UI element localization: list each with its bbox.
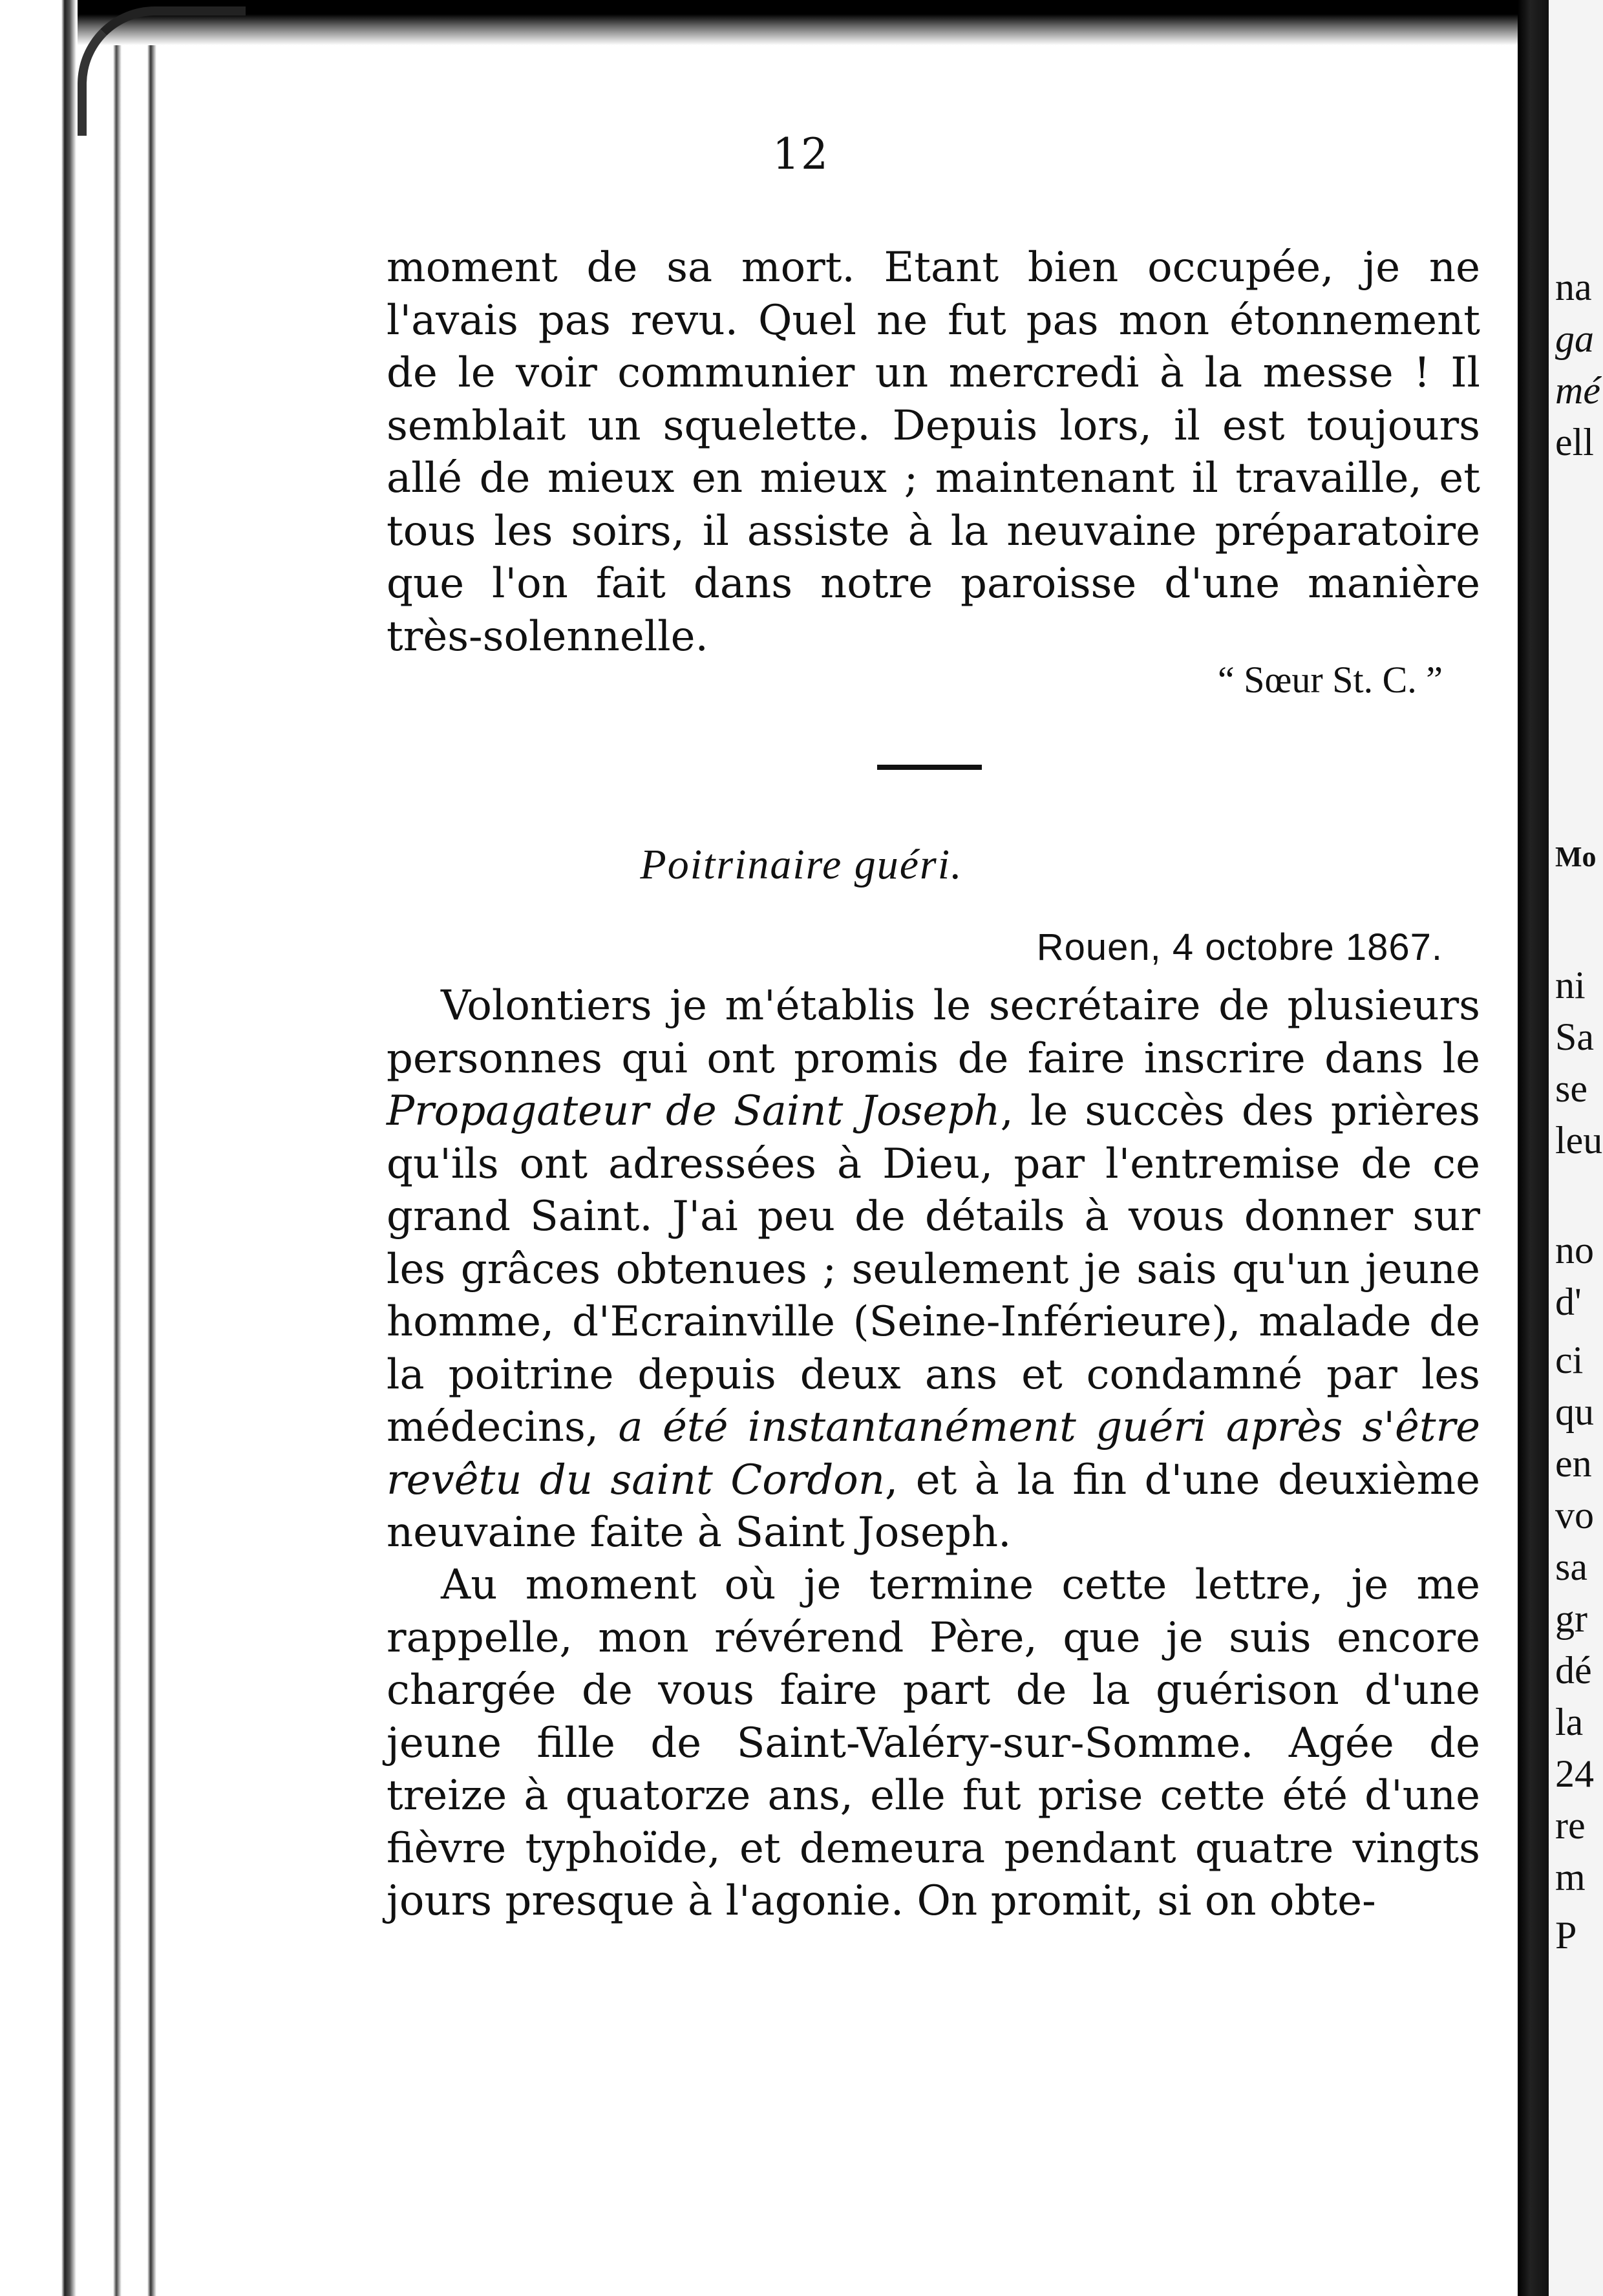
text-line: tous les soirs, il assiste à la neuvaine préparatoire: [387, 507, 1480, 555]
article-title: Poitrinaire guéri.: [640, 841, 963, 888]
scan-top-shadow: [78, 0, 1532, 45]
article-dateline: Rouen, 4 octobre 1867.: [1036, 926, 1443, 968]
emphasis-text: a été instantanément guéri après s'être revêtu du saint Cordon: [387, 1403, 1481, 1504]
text-line: allé de mieux en mieux ; maintenant il travaille, et: [387, 454, 1480, 502]
journal-title: Propagateur de Saint Joseph: [387, 1087, 1001, 1135]
text-line: de le voir communier un mercredi à la messe ! Il: [387, 349, 1480, 397]
scan-left-page-edges: [0, 0, 168, 2296]
text-line: que l'on fait dans notre paroisse d'une manière très-: [387, 560, 1480, 661]
letter-signature: “ Sœur St. C. ”: [1218, 659, 1443, 701]
facing-page-text: leu: [1555, 1119, 1603, 1162]
facing-page-text: no: [1555, 1229, 1594, 1271]
facing-page-text: qu: [1555, 1390, 1594, 1433]
facing-page-text: Mo: [1555, 841, 1597, 873]
page-number: 12: [772, 129, 829, 179]
facing-page-text: m: [1555, 1856, 1586, 1898]
scan-book-gutter: [1518, 0, 1549, 2296]
facing-page-text: mé: [1555, 369, 1600, 412]
facing-page-text: ni: [1555, 964, 1586, 1006]
facing-page-text: gr: [1555, 1597, 1587, 1640]
facing-page-text: ga: [1555, 317, 1594, 360]
facing-page-text: vo: [1555, 1494, 1594, 1536]
article-paragraph-2: [387, 1559, 1480, 1928]
facing-page-text: d': [1555, 1281, 1582, 1323]
facing-page-text: la: [1555, 1701, 1584, 1743]
text-line: solennelle.: [482, 612, 708, 661]
facing-page-text: Sa: [1555, 1015, 1594, 1058]
facing-page-text: re: [1555, 1804, 1586, 1847]
paragraph-text: Au moment où je termine cette lettre, je me rappelle, mon révérend Père, que je suis encore chargée de vous faire part de la guérison d'une jeune fille de Saint-Valéry-sur-Somme. Agée de treize à quatorze ans, elle fut prise cette été d'une fièvre typhoïde, et demeura pendant quatre vingts jours presque à l'agonie. On promit, si on obte-: [387, 1561, 1480, 1925]
facing-page-text: P: [1555, 1914, 1577, 1957]
facing-page-text: ell: [1555, 421, 1594, 463]
text-line: l'avais pas revu. Quel ne fut pas mon étonnement: [387, 296, 1480, 345]
section-divider: [877, 765, 982, 770]
facing-page-text: se: [1555, 1067, 1587, 1110]
article-paragraph-1: [387, 980, 1480, 1560]
paragraph-text: Volontiers je m'établis le secrétaire de plusieurs personnes qui ont promis de faire inscrire dans le: [387, 982, 1480, 1083]
facing-page-text: na: [1555, 266, 1592, 308]
text-line: moment de sa mort. Etant bien occupée, je ne: [387, 244, 1480, 292]
paragraph-text: , et à la fin d'une deuxième neuvaine faite à Saint Joseph.: [387, 1456, 1481, 1557]
continuation-paragraph: [387, 242, 1480, 663]
facing-page-text: ci: [1555, 1339, 1584, 1381]
facing-page-text: en: [1555, 1442, 1592, 1485]
scan-page-corner: [78, 6, 246, 136]
facing-page-text: 24: [1555, 1752, 1594, 1795]
facing-page-fragment: [1549, 0, 1603, 2296]
facing-page-text: dé: [1555, 1649, 1592, 1692]
text-line: semblait un squelette. Depuis lors, il est toujours: [387, 401, 1480, 450]
facing-page-text: sa: [1555, 1546, 1587, 1588]
paragraph-text: , le succès des prières qu'ils ont adressées à Dieu, par l'entremise de ce grand Saint. J'ai peu de détails à vous donner sur les grâces obtenues ; seulement je sais qu'un jeune homme, d'Ecrainville (Seine-Inférieure), malade de la poitrine depuis deux ans et condamné par les médecins,: [387, 1087, 1481, 1451]
